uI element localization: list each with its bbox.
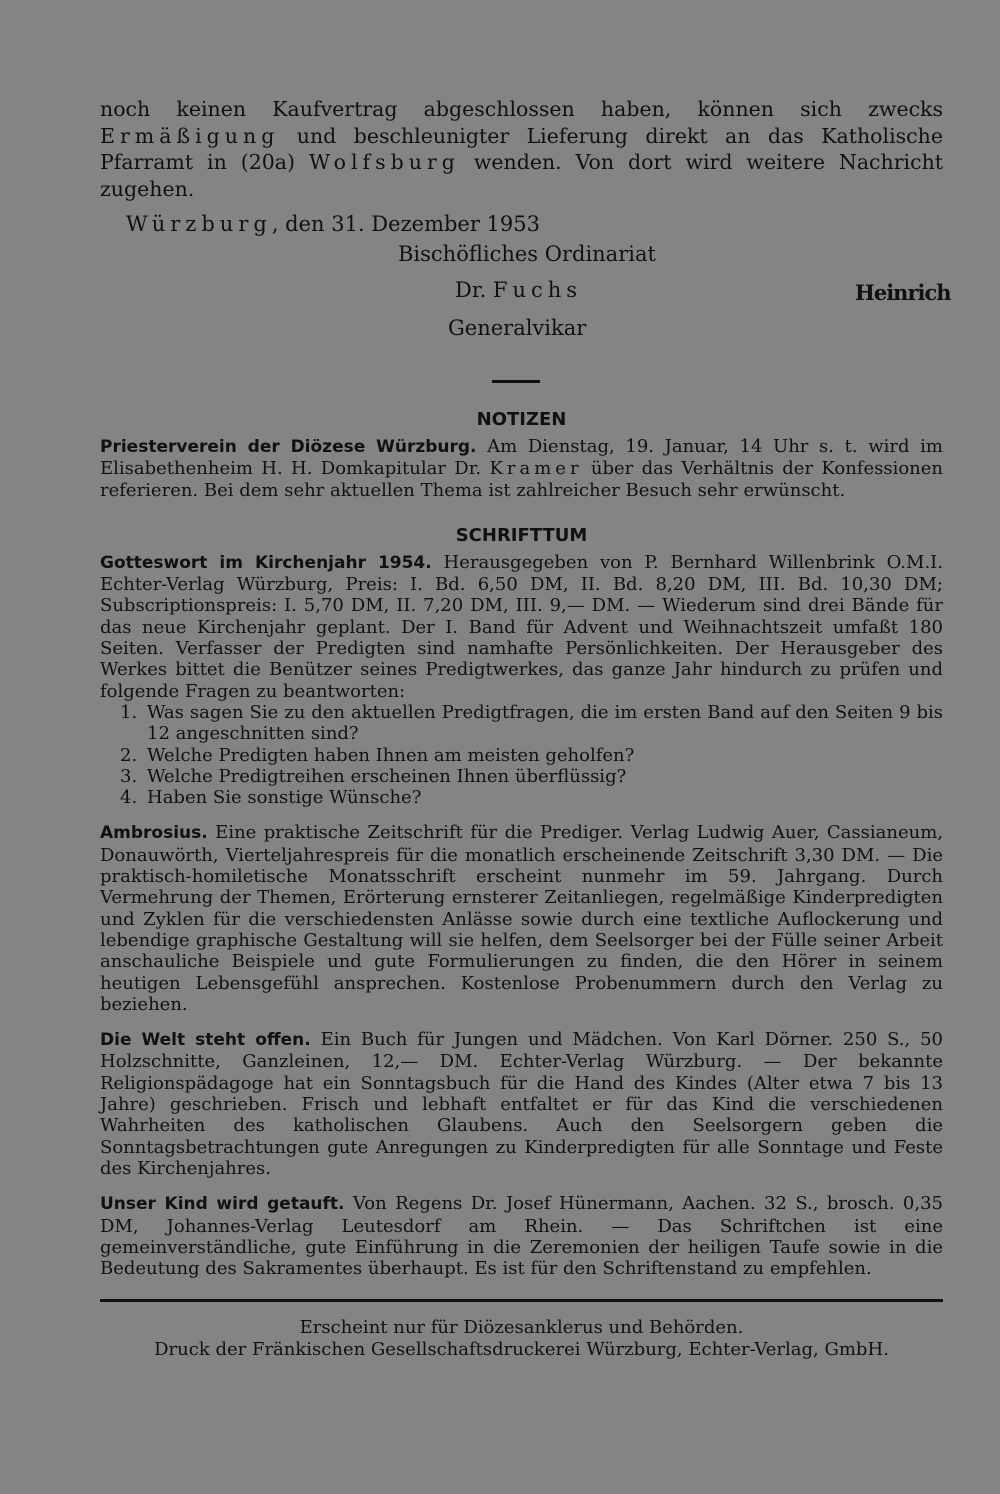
review-text: Herausgegeben von P. Bernhard Willenbrink O.M.I. Echter-Verlag Würzburg, Preis: I. Bd. 6,50 DM, II. Bd. 8,20 DM, III. Bd. 10,30 DM; Subscriptionspreis: I. 5,70 DM, II. 7,20 DM, III. 9,— DM. — Wiederum sind drei Bände für das neue Kirchenjahr geplant. Der I. Band für Advent und Weihnachtszeit umfaßt 180 Seiten. Verfasser der Predigten sind namhafte Persönlichkeiten. Der Herausgeber des Werkes bittet die Benützer seines Predigtwerkes, das ganze Jahr hindurch zu prüfen und folgende Fragen zu beantworten: [100, 551, 943, 702]
imprint [100, 1317, 943, 1361]
review-text: Ein Buch für Jungen und Mädchen. Von Karl Dörner. 250 S., 50 Holzschnitte, Ganzleinen, 12,— DM. Echter-Verlag Würzburg. — Der bekannte Religionspädagoge hat ein Sonntagsbuch für die Hand des Kindes (Alter etwa 7 bis 13 Jahre) geschrieben. Frisch und lebhaft entfaltet er für das Kind die verschiedenen Wahrheiten des katholischen Glaubens. Auch den Seelsorgern geben die Sonntagsbetrachtungen gute Anregungen zu Kinderpredigten für alle Sonntage und Feste des Kirchenjahres. [100, 1029, 943, 1179]
notizen-spaced: Kramer [489, 458, 583, 480]
spacer [100, 808, 943, 822]
list-number: 4. [120, 787, 138, 809]
date-line [126, 212, 943, 236]
signature-line [455, 278, 951, 306]
spaced-word-wolfsburg: Wolfsburg [308, 150, 460, 174]
review-lead: Unser Kind wird getauft. [100, 1194, 345, 1215]
notizen-paragraph [100, 436, 943, 501]
signer-name: Fuchs [492, 278, 583, 302]
section-divider [492, 380, 540, 383]
question-list [100, 702, 943, 808]
notizen-text-1: Am Dienstag, 19. Januar, 14 Uhr s. t. wird im Elisabethenheim H. H. Domkapitular Dr. [100, 436, 943, 480]
list-text: Welche Predigten haben Ihnen am meisten geholfen? [147, 744, 635, 766]
imprint-line-2: Druck der Fränkischen Gesellschaftsdruckerei Würzburg, Echter-Verlag, GmbH. [154, 1339, 889, 1361]
document-page [100, 96, 951, 1361]
list-item [120, 766, 943, 787]
review-paragraph [100, 822, 943, 1015]
list-item [120, 787, 943, 808]
review-lead: Die Welt steht offen. [100, 1030, 311, 1051]
office-line: Bischöfliches Ordinariat [398, 242, 656, 266]
review-text: Eine praktische Zeitschrift für die Prediger. Verlag Ludwig Auer, Cassianeum, Donauwörth, Vierteljahrespreis für die monatlich erscheinende Zeitschrift 3,30 DM. — Die praktisch-homiletische Monatsschrift erscheint nunmehr im 59. Jahrgang. Durch Vermehrung der Themen, Erörterung ernsterer Zeitanliegen, regelmäßige Kinderpredigten und Zyklen für die verschiedensten Anlässe sowie durch eine textliche Auflockerung und lebendige graphische Gestaltung will sie helfen, dem Seelsorger bei der Fülle seiner Arbeit anschauliche Beispiele und gute Formulierungen zu finden, die den Hörer in seinem heutigen Lebensgefühl ansprechen. Kostenlose Probenummern durch den Verlag zu beziehen. [100, 822, 943, 1015]
intro-text-3: wenden. Von dort wird weitere Nachricht zugehen. [100, 150, 944, 201]
intro-text-2: und beschleunigter Lieferung direkt an das Katholische Pfarramt in (20a) [100, 123, 943, 174]
notizen-text-2: über das Verhältnis der Konfessionen referieren. Bei dem sehr aktuellen Thema ist zahlreicher Besuch sehr erwünscht. [100, 458, 944, 501]
review-paragraph [100, 1193, 943, 1279]
review-lead: Gotteswort im Kirchenjahr 1954. [100, 552, 432, 573]
list-number: 1. [120, 701, 138, 723]
intro-text-1: noch keinen Kaufvertrag abgeschlossen haben, können sich zwecks [100, 97, 943, 121]
imprint-line-1: Erscheint nur für Diözesanklerus und Behörden. [299, 1317, 744, 1339]
review-lead: Ambrosius. [100, 823, 208, 844]
notizen-heading: NOTIZEN [476, 409, 567, 430]
place: Würzburg [126, 212, 272, 236]
date: , den 31. Dezember 1953 [271, 212, 541, 236]
name-prefix: Dr. [455, 278, 493, 302]
list-item [120, 745, 943, 766]
list-number: 3. [120, 765, 138, 787]
footer-divider [100, 1299, 943, 1302]
review-paragraph [100, 1029, 943, 1179]
schrifttum-heading: SCHRIFTTUM [455, 524, 588, 546]
list-number: 2. [120, 744, 138, 766]
spacer [100, 1179, 943, 1193]
list-item [120, 702, 943, 745]
review-text: Von Regens Dr. Josef Hünermann, Aachen. 32 S., brosch. 0,35 DM, Johannes-Verlag Leutesdorf am Rhein. — Das Schriftchen ist eine gemeinverständliche, gute Einführung in die Zeremonien der heiligen Taufe sowie in die Bedeutung des Sakramentes überhaupt. Es ist für den Schriftenstand zu empfehlen. [100, 1193, 943, 1280]
notizen-lead: Priesterverein der Diözese Würzburg. [100, 437, 477, 457]
list-text: Haben Sie sonstige Wünsche? [147, 787, 422, 809]
list-text: Welche Predigtreihen erscheinen Ihnen überflüssig? [147, 765, 627, 787]
spacer [100, 1015, 943, 1029]
signer-title: Generalvikar [448, 316, 587, 340]
review-paragraph [100, 552, 943, 702]
spaced-word-ermaessigung: Ermäßigung [100, 123, 280, 148]
list-text: Was sagen Sie zu den aktuellen Predigtfragen, die im ersten Band auf den Seiten 9 bis 12 angeschnitten sind? [147, 701, 943, 745]
handwritten-signature: Heinrich [855, 280, 951, 305]
intro-paragraph [100, 96, 943, 202]
